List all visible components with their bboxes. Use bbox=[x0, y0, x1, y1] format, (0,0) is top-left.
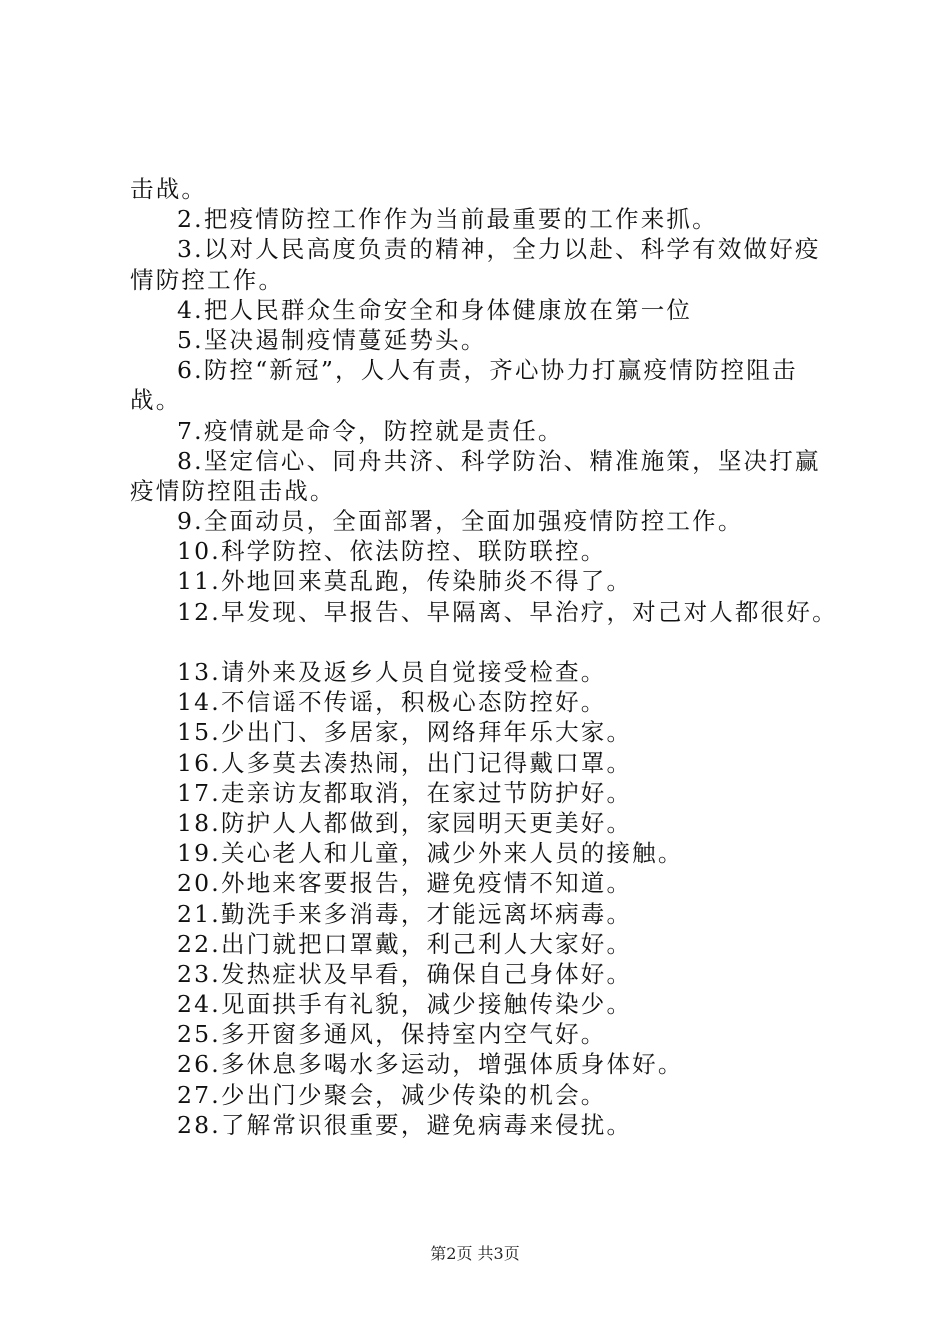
slogan-item: 5.坚决遏制疫情蔓延势头。 bbox=[177, 325, 487, 354]
slogan-item: 6.防控“新冠”，人人有责，齐心协力打赢疫情防控阻击 bbox=[177, 356, 798, 385]
slogan-item: 28.了解常识很重要，避免病毒来侵扰。 bbox=[177, 1110, 633, 1139]
slogan-item: 10.科学防控、依法防控、联防联控。 bbox=[177, 537, 607, 566]
slogan-item: 18.防护人人都做到，家园明天更美好。 bbox=[177, 808, 633, 837]
slogan-item: 23.发热症状及早看，确保自己身体好。 bbox=[177, 959, 633, 988]
slogan-item: 12.早发现、早报告、早隔离、早治疗，对己对人都很好。 bbox=[177, 597, 838, 626]
text-line: 疫情防控阻击战。 bbox=[130, 476, 336, 505]
slogan-item: 7.疫情就是命令，防控就是责任。 bbox=[177, 416, 564, 445]
slogan-item: 13.请外来及返乡人员自觉接受检查。 bbox=[177, 658, 607, 686]
slogan-item: 24.见面拱手有礼貌，减少接触传染少。 bbox=[177, 990, 633, 1019]
blank-line bbox=[130, 627, 842, 657]
slogan-item: 25.多开窗多通风，保持室内空气好。 bbox=[177, 1020, 607, 1049]
text-line: 击战。 bbox=[130, 175, 208, 203]
slogan-item: 16.人多莫去凑热闹，出门记得戴口罩。 bbox=[177, 748, 633, 777]
slogan-item: 26.多休息多喝水多运动，增强体质身体好。 bbox=[177, 1050, 684, 1079]
slogan-item: 11.外地回来莫乱跑，传染肺炎不得了。 bbox=[177, 567, 633, 596]
slogan-item: 22.出门就把口罩戴，利己利人大家好。 bbox=[177, 929, 633, 958]
slogan-item: 19.关心老人和儿童，减少外来人员的接触。 bbox=[177, 839, 684, 868]
document-body bbox=[130, 174, 842, 1140]
slogan-item: 20.外地来客要报告，避免疫情不知道。 bbox=[177, 869, 633, 898]
slogan-item: 8.坚定信心、同舟共济、科学防治、精准施策，坚决打赢 bbox=[177, 446, 821, 475]
slogan-item: 17.走亲访友都取消，在家过节防护好。 bbox=[177, 778, 633, 807]
text-line: 战。 bbox=[130, 386, 182, 415]
page-number-label: 第2页 共3页 bbox=[430, 1244, 520, 1263]
slogan-item: 14.不信谣不传谣，积极心态防控好。 bbox=[177, 688, 607, 717]
slogan-item: 27.少出门少聚会，减少传染的机会。 bbox=[177, 1080, 607, 1109]
slogan-item: 15.少出门、多居家，网络拜年乐大家。 bbox=[177, 718, 633, 747]
text-line: 情防控工作。 bbox=[130, 265, 285, 294]
slogan-item: 3.以对人民高度负责的精神，全力以赴、科学有效做好疫 bbox=[177, 235, 821, 264]
slogan-item: 2.把疫情防控工作作为当前最重要的工作来抓。 bbox=[177, 205, 718, 234]
slogan-item: 21.勤洗手来多消毒，才能远离坏病毒。 bbox=[177, 899, 633, 928]
slogan-item: 4.把人民群众生命安全和身体健康放在第一位 bbox=[177, 295, 693, 324]
slogan-item: 9.全面动员，全面部署，全面加强疫情防控工作。 bbox=[177, 507, 744, 536]
page-footer bbox=[0, 1244, 950, 1264]
